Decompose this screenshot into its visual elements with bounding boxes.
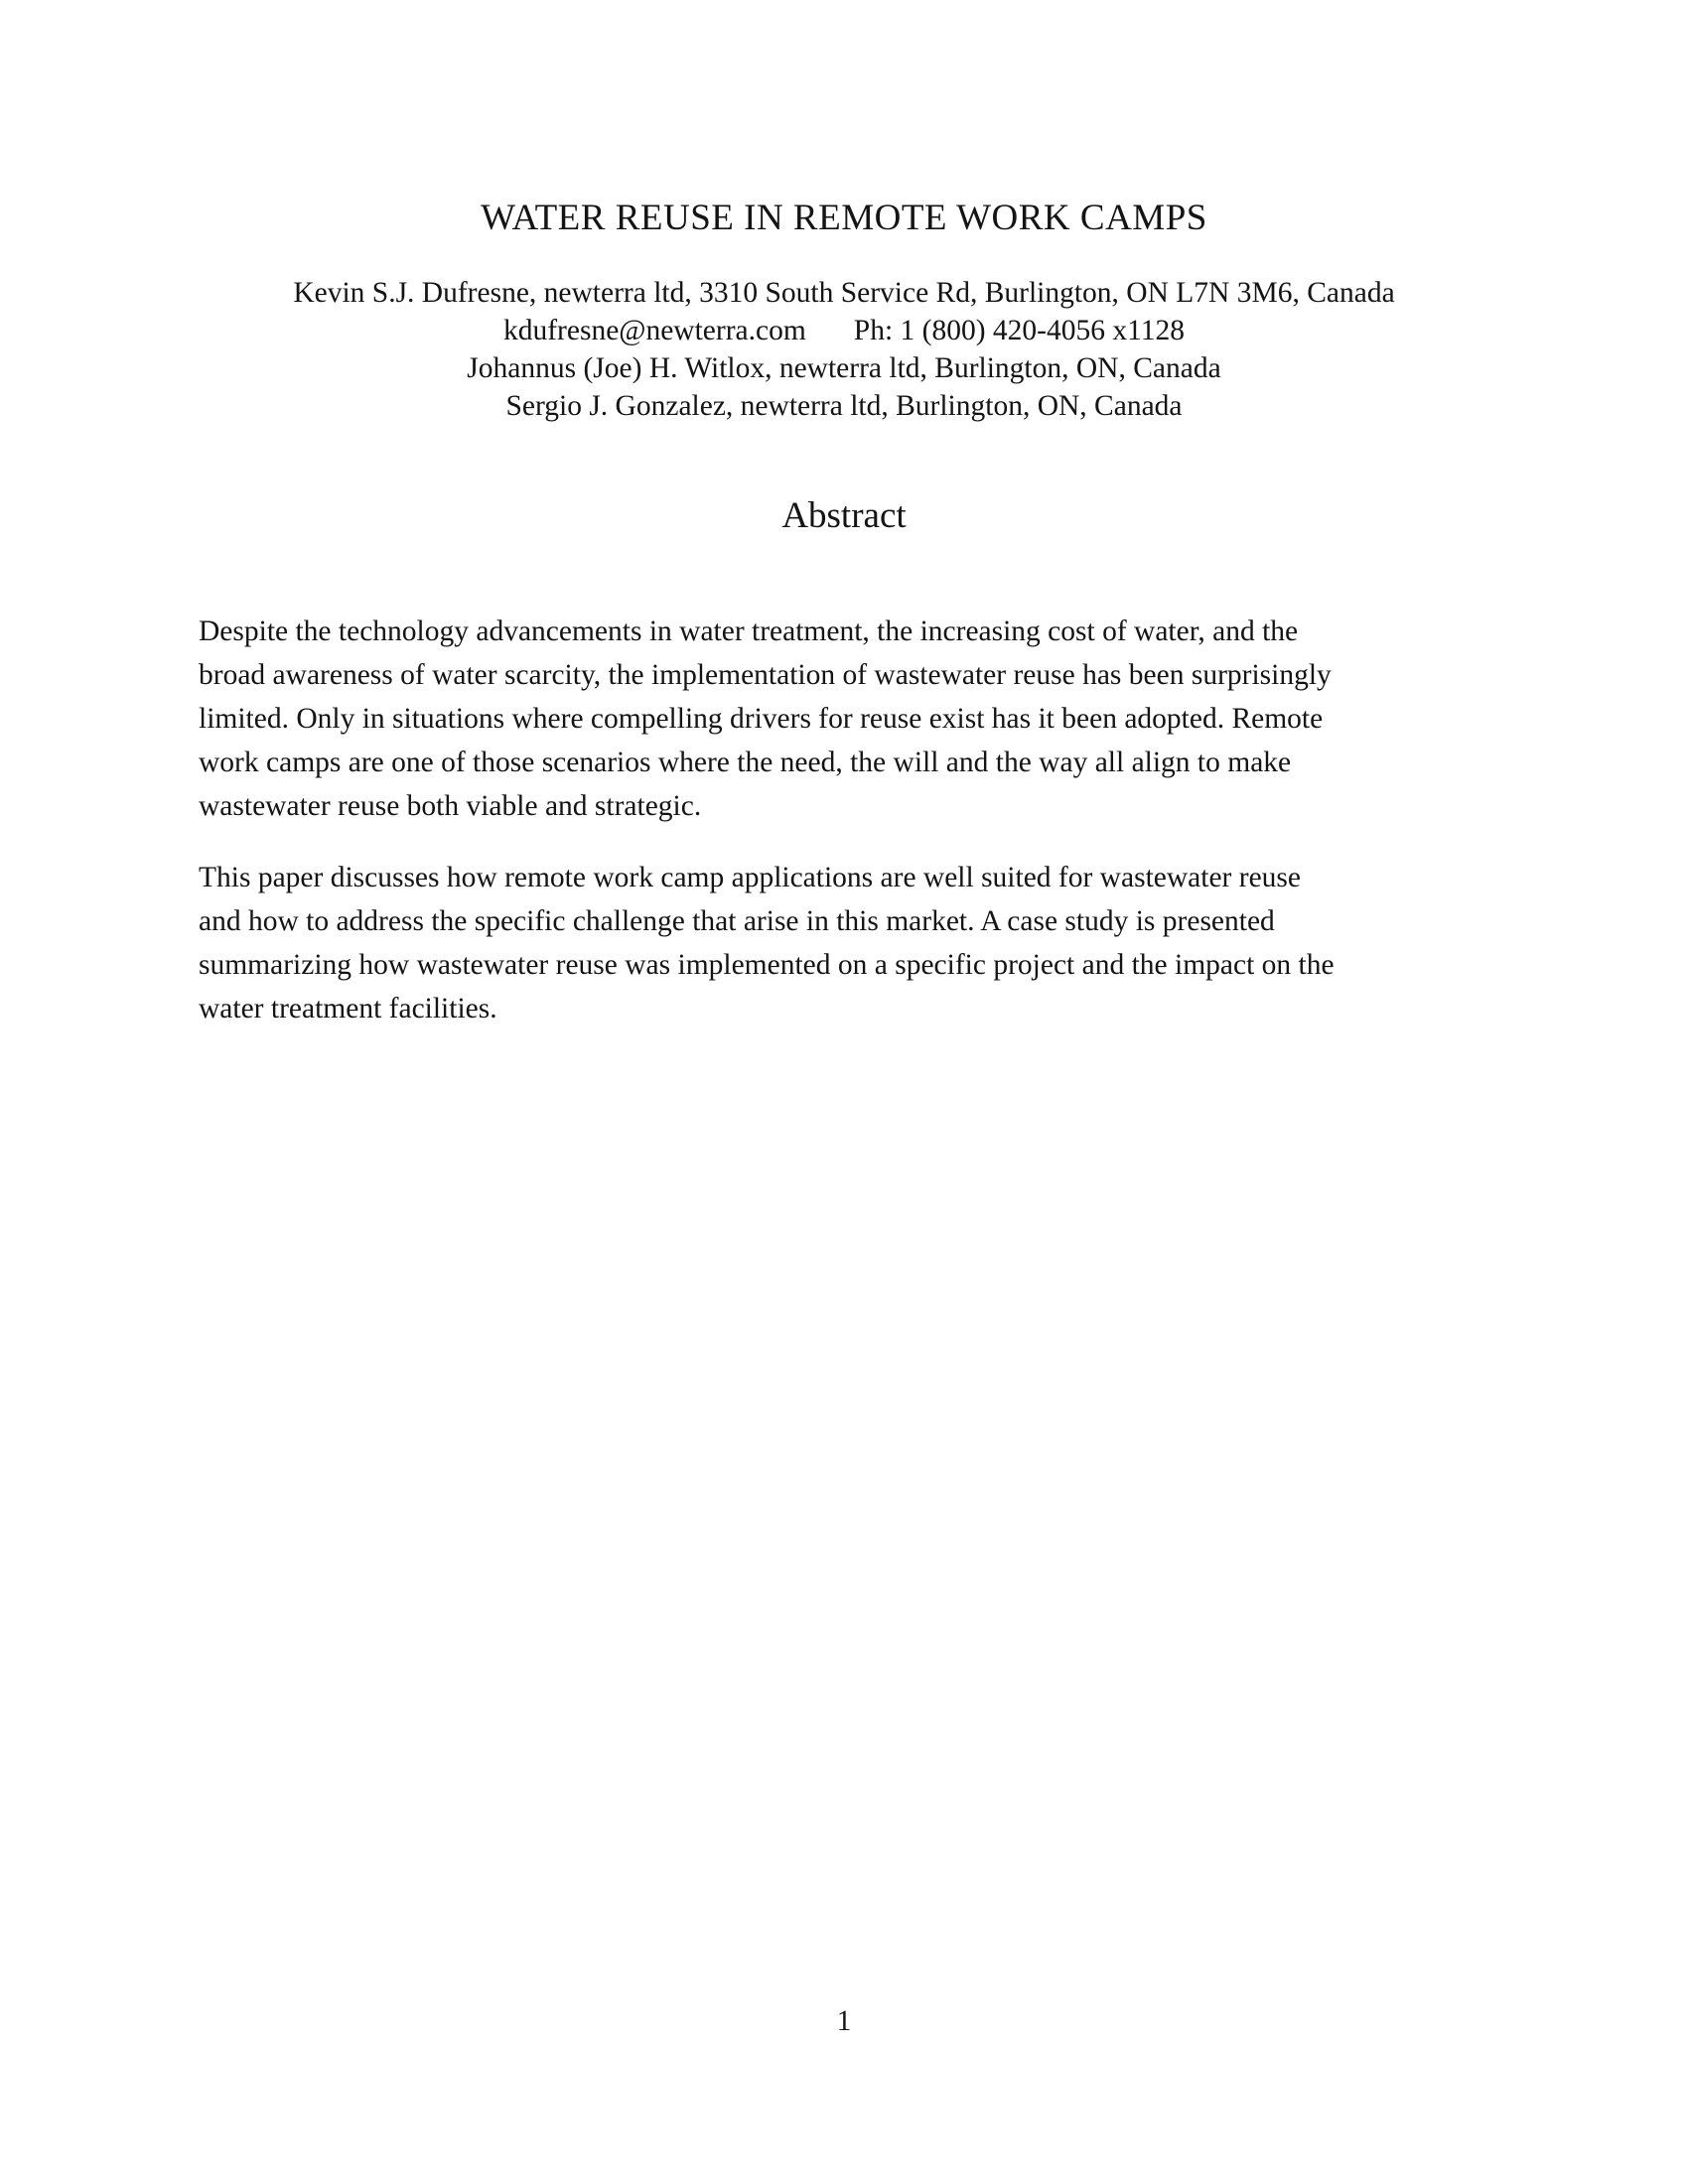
abstract-body xyxy=(199,610,1489,1030)
author-line-4: Sergio J. Gonzalez, newterra ltd, Burlington, ON, Canada xyxy=(505,390,1183,422)
author-phone: Ph: 1 (800) 420-4056 x1128 xyxy=(853,315,1186,346)
paragraph-line: wastewater reuse both viable and strategic. xyxy=(199,790,702,822)
author-contact-line xyxy=(0,312,1688,349)
paragraph-line: This paper discusses how remote work camp applications are well suited for wastewater reuse xyxy=(199,862,1301,893)
paragraph-line: Despite the technology advancements in water treatment, the increasing cost of water, and the xyxy=(199,615,1299,647)
paragraph-line: work camps are one of those scenarios where the need, the will and the way all align to make xyxy=(199,747,1292,778)
page-number: 1 xyxy=(836,2005,852,2037)
paper-title: WATER REUSE IN REMOTE WORK CAMPS xyxy=(481,198,1207,238)
paragraph-line: and how to address the specific challenge that arise in this market. A case study is presented xyxy=(199,905,1275,937)
paragraph-line: broad awareness of water scarcity, the implementation of wastewater reuse has been surprisingly xyxy=(199,659,1332,691)
abstract-heading: Abstract xyxy=(781,495,907,536)
author-line-1: Kevin S.J. Dufresne, newterra ltd, 3310 South Service Rd, Burlington, ON L7N 3M6, Canada xyxy=(293,277,1395,309)
author-block xyxy=(0,274,1688,425)
author-line-3: Johannus (Joe) H. Witlox, newterra ltd, Burlington, ON, Canada xyxy=(467,352,1221,384)
abstract-paragraph-2 xyxy=(199,856,1489,1030)
paragraph-line: summarizing how wastewater reuse was implemented on a specific project and the impact on the xyxy=(199,949,1335,981)
abstract-paragraph-1 xyxy=(199,610,1489,828)
paragraph-line: water treatment facilities. xyxy=(199,993,497,1024)
paragraph-line: limited. Only in situations where compelling drivers for reuse exist has it been adopted. Remote xyxy=(199,703,1324,735)
author-email: kdufresne@newterra.com xyxy=(502,315,806,346)
